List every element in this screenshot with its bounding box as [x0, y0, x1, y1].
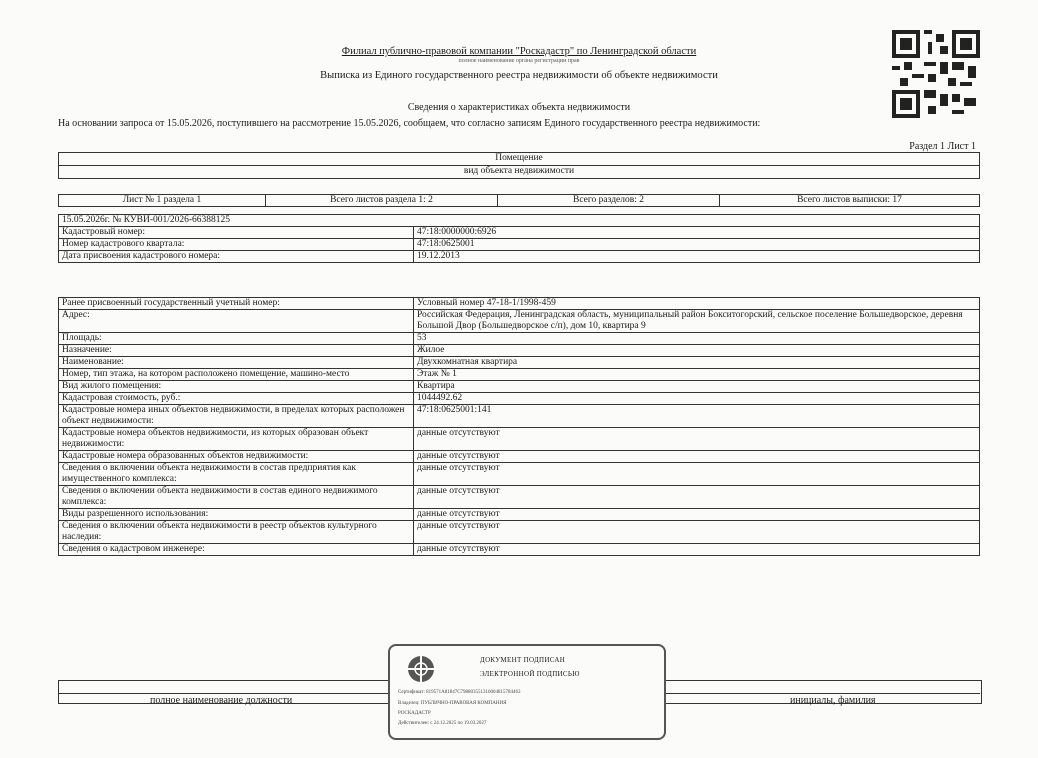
row-value: Жилое: [414, 345, 980, 357]
details-table: [58, 297, 980, 556]
table-row: [59, 393, 980, 405]
table-row: [59, 369, 980, 381]
stamp-line2: ЭЛЕКТРОННОЙ ПОДПИСЬЮ: [480, 670, 580, 678]
row-label: Кадастровые номера иных объектов недвижимости, в пределах которых расположен объект недвижимости:: [59, 405, 414, 428]
table-row: [59, 405, 980, 428]
object-type-caption: вид объекта недвижимости: [59, 166, 980, 179]
table-row: [59, 544, 980, 556]
row-value: данные отсутствуют: [414, 486, 980, 509]
table-row: [59, 310, 980, 333]
row-label: Кадастровый номер:: [59, 227, 414, 239]
row-value: Российская Федерация, Ленинградская область, муниципальный район Бокситогорский, сельское поселение Большедворское, деревня Большой Двор (Большедворское с/п), дом 10, квартира 9: [414, 310, 980, 333]
row-value: 47:18:0000000:6926: [414, 227, 980, 239]
document-title: Выписка из Единого государственного реестра недвижимости об объекте недвижимости: [320, 70, 718, 81]
row-label: Адрес:: [59, 310, 414, 333]
row-label: Виды разрешенного использования:: [59, 509, 414, 521]
row-value: данные отсутствуют: [414, 544, 980, 556]
table-row: [59, 357, 980, 369]
electronic-signature-stamp: [388, 644, 666, 740]
registry-office-caption: полное наименование органа регистрации прав: [458, 58, 580, 64]
table-row: [59, 251, 980, 263]
request-basis-text: На основании запроса от 15.05.2026, поступившего на рассмотрение 15.05.2026, сообщаем, что согласно записям Единого государственного реестра недвижимости:: [58, 118, 761, 129]
section-sheets-count: Всего листов раздела 1: 2: [266, 195, 498, 207]
registry-emblem-icon: [406, 654, 436, 684]
row-value: данные отсутствуют: [414, 451, 980, 463]
row-label: Назначение:: [59, 345, 414, 357]
stamp-owner: Владелец: ПУБЛИЧНО-ПРАВОВАЯ КОМПАНИЯ: [398, 701, 507, 706]
section-title: Сведения о характеристиках объекта недвижимости: [407, 102, 631, 113]
table-row: [59, 521, 980, 544]
divider: [58, 693, 388, 694]
sections-count: Всего разделов: 2: [498, 195, 720, 207]
row-value: данные отсутствуют: [414, 521, 980, 544]
row-label: Номер кадастрового квартала:: [59, 239, 414, 251]
table-row: [59, 486, 980, 509]
name-caption: инициалы, фамилия: [790, 695, 876, 706]
row-value: данные отсутствуют: [414, 463, 980, 486]
object-type: Помещение: [59, 153, 980, 166]
stamp-validity: Действителен: с 24.12.2025 по 19.03.2027: [398, 721, 487, 726]
table-row: [59, 463, 980, 486]
row-value: 47:18:0625001:141: [414, 405, 980, 428]
table-row: [59, 333, 980, 345]
row-label: Сведения о включении объекта недвижимости в реестр объектов культурного наследия:: [59, 521, 414, 544]
stamp-certificate: Сертификат: 819571A81847C798803551316004815784463: [398, 690, 521, 695]
row-value: данные отсутствуют: [414, 509, 980, 521]
row-label: Сведения о кадастровом инженере:: [59, 544, 414, 556]
row-value: Условный номер 47-18-1/1998-459: [414, 298, 980, 310]
section-sheet-label: Раздел 1 Лист 1: [909, 141, 976, 152]
qr-code-icon: [892, 30, 980, 118]
row-label: Кадастровая стоимость, руб.:: [59, 393, 414, 405]
row-value: Двухкомнатная квартира: [414, 357, 980, 369]
row-label: Номер, тип этажа, на котором расположено помещение, машино-место: [59, 369, 414, 381]
record-date-number: 15.05.2026г. № КУВИ-001/2026-66388125: [59, 215, 980, 227]
row-label: Вид жилого помещения:: [59, 381, 414, 393]
object-type-table: [58, 152, 980, 179]
row-label: Наименование:: [59, 357, 414, 369]
row-value: 19.12.2013: [414, 251, 980, 263]
row-value: 1044492.62: [414, 393, 980, 405]
row-label: Сведения о включении объекта недвижимости в состав предприятия как имущественного комплекса:: [59, 463, 414, 486]
table-row: [59, 345, 980, 357]
table-row: [59, 298, 980, 310]
sheet-number: Лист № 1 раздела 1: [59, 195, 266, 207]
row-value: 47:18:0625001: [414, 239, 980, 251]
row-value: данные отсутствуют: [414, 428, 980, 451]
row-value: 53: [414, 333, 980, 345]
total-sheets-count: Всего листов выписки: 17: [720, 195, 980, 207]
table-row: [59, 381, 980, 393]
position-caption: полное наименование должности: [150, 695, 293, 706]
row-label: Ранее присвоенный государственный учетный номер:: [59, 298, 414, 310]
table-row: [59, 428, 980, 451]
table-row: [59, 239, 980, 251]
stamp-owner-org: РОСКАДАСТР: [398, 711, 431, 716]
row-label: Кадастровые номера объектов недвижимости, из которых образован объект недвижимости:: [59, 428, 414, 451]
row-label: Кадастровые номера образованных объектов недвижимости:: [59, 451, 414, 463]
row-value: Квартира: [414, 381, 980, 393]
sheets-info-table: [58, 194, 980, 207]
row-value: Этаж № 1: [414, 369, 980, 381]
table-row: [59, 227, 980, 239]
table-row: [59, 509, 980, 521]
stamp-line1: ДОКУМЕНТ ПОДПИСАН: [480, 656, 566, 664]
row-label: Сведения о включении объекта недвижимости в состав единого недвижимого комплекса:: [59, 486, 414, 509]
table-row: [59, 451, 980, 463]
row-label: Площадь:: [59, 333, 414, 345]
divider: [662, 693, 980, 694]
record-table: [58, 214, 980, 263]
row-label: Дата присвоения кадастрового номера:: [59, 251, 414, 263]
registry-office-name: Филиал публично-правовой компании "Роскадастр" по Ленинградской области: [341, 46, 697, 57]
